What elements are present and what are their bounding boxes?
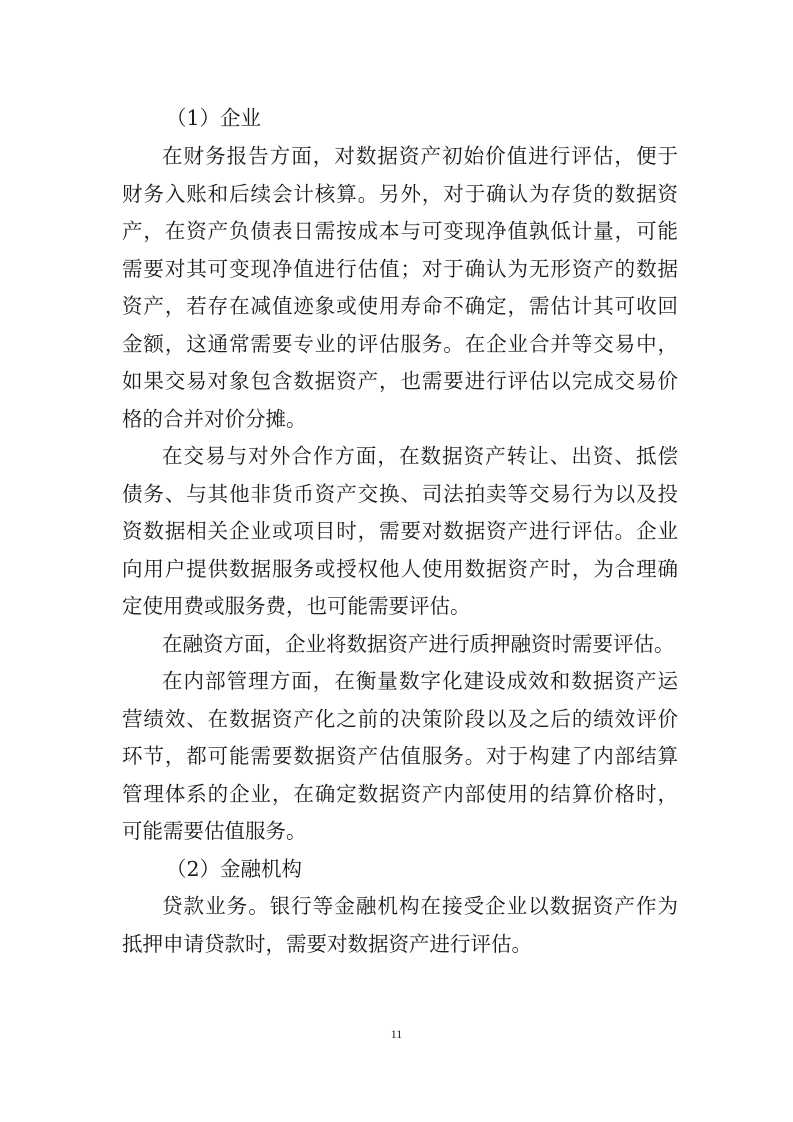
- paragraph-line: 可能需要估值服务。: [122, 819, 307, 843]
- paragraph-line: 财务入账和后续会计核算。另外，对于确认为存货的数据资: [122, 182, 678, 206]
- paragraph-line: 产，在资产负债表日需按成本与可变现净值孰低计量，可能: [122, 219, 678, 243]
- paragraph-line: 需要对其可变现净值进行估值；对于确认为无形资产的数据: [122, 257, 678, 281]
- paragraph-line: 定使用费或服务费，也可能需要评估。: [122, 594, 471, 618]
- paragraph-line: 如果交易对象包含数据资产，也需要进行评估以完成交易价: [122, 369, 678, 393]
- paragraph-line: 在内部管理方面，在衡量数字化建设成效和数据资产运: [162, 669, 678, 693]
- paragraph-line: 资产，若存在减值迹象或使用寿命不确定，需估计其可收回: [122, 294, 678, 318]
- section-heading-financial-institutions: （2）金融机构: [166, 857, 303, 881]
- paragraph-line: 债务、与其他非货币资产交换、司法拍卖等交易行为以及投: [122, 482, 678, 506]
- paragraph-line: 环节，都可能需要数据资产估值服务。对于构建了内部结算: [122, 744, 678, 768]
- paragraph-line: 资数据相关企业或项目时，需要对数据资产进行评估。企业: [122, 519, 678, 543]
- paragraph-line: 在财务报告方面，对数据资产初始价值进行评估，便于: [162, 144, 678, 168]
- paragraph-line: 在融资方面，企业将数据资产进行质押融资时需要评估。: [162, 632, 675, 656]
- page-number: 11: [390, 1027, 403, 1041]
- paragraph-line: 格的合并对价分摊。: [122, 407, 307, 431]
- paragraph-line: 金额，这通常需要专业的评估服务。在企业合并等交易中，: [122, 332, 678, 356]
- paragraph-line: 在交易与对外合作方面，在数据资产转让、出资、抵偿: [162, 444, 678, 468]
- paragraph-line: 抵押申请贷款时，需要对数据资产进行评估。: [122, 932, 532, 956]
- paragraph-line: 管理体系的企业，在确定数据资产内部使用的结算价格时，: [122, 782, 678, 806]
- section-heading-enterprise: （1）企业: [166, 106, 262, 130]
- paragraph-line: 向用户提供数据服务或授权他人使用数据资产时，为合理确: [122, 557, 678, 581]
- paragraph-line: 营绩效、在数据资产化之前的决策阶段以及之后的绩效评价: [122, 707, 678, 731]
- paragraph-line: 贷款业务。银行等金融机构在接受企业以数据资产作为: [162, 894, 678, 918]
